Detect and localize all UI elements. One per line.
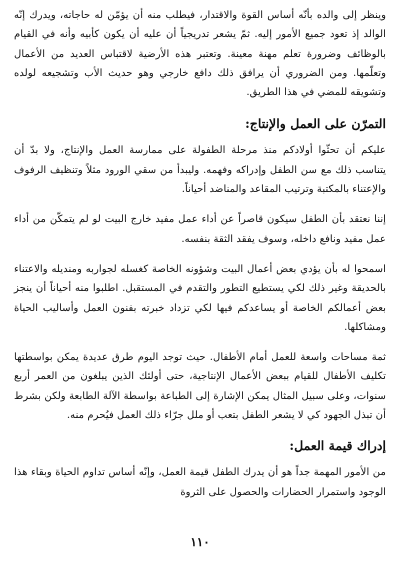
paragraph-work-opportunities: ثمة مساحات واسعة للعمل أمام الأطفال. حيث توجد اليوم طرق عديدة يمكن بواسطتها تكليف الأطفال للقيام ببعض الأعمال الإنتاجية، حتى أولئك الذين يبلغون من العمر أربع سنوات، وعلى سبيل المثال يمكن الإشارة إلى الطباعة بواسطة الآلة الطابعة ولكن بشرط أن تبذل الجهود كي لا يشعر الطفل بتعب أو ملل جرّاء ذلك العمل فيُحرم منه. xyxy=(14,352,386,422)
page-number: ١١٠ xyxy=(190,535,210,549)
paragraph-useful-work-inside: إننا نعتقد بأن الطفل سيكون قاصراً عن أداء عمل مفيد خارج البيت لو لم يتمكّن من أداء عمل مفيد ونافع داخله، وسوف يفقد الثقة بنفسه. xyxy=(14,214,386,245)
heading-value-of-work: إدراك قيمة العمل: xyxy=(289,438,386,454)
paragraph-home-tasks: اسمحوا له بأن يؤدي بعض أعمال البيت وشؤونه الخاصة كغسله لجواربه ومنديله والاعتناء بالحديقة وغير ذلك لكي يستطيع التطور والتقدم في المستقبل. اطلبوا منه أحياناً أن ينجز بعض أعمالكم الخاصة أو يساعدكم فيها لكي تزداد خبرته بفنون العمل وأساليب الحياة ومشاكلها. xyxy=(14,263,386,333)
paragraph-value-of-work: من الأمور المهمة جداً هو أن يدرك الطفل قيمة العمل، وإنّه أساس تداوم الحياة وبقاء هذا الوجود واستمرار الحضارات والحصول على الثروة xyxy=(14,467,386,498)
paragraph-encourage-work: عليكم أن تحثّوا أولادكم منذ مرحلة الطفولة على ممارسة العمل والإنتاج، ولا بدّ أن يتناسب ذلك مع سن الطفل وإدراكه وفهمه. وليبدأ من سقي الورود مثلاً وتنظيف الرفوف والإعتناء بالمكتبة وترتيب المقاعد والمناضد أحياناً. xyxy=(14,145,386,196)
heading-work-practice: التمرّن على العمل والإنتاج: xyxy=(245,116,386,132)
paragraph-father-role: وينظر إلى والده بأنّه أساس القوة والاقتدار، فيطلب منه أن يؤمّن له حاجاته، ويدرك إنّه الوالد إذ تعود جميع الأمور إليه. ثمّ يشعر تدريجياً أن عليه أن يكون كأبيه وأنه في القيام بالوظائف وضرورة تعلم مهنة معينة. وتعتبر هذه الأرضية لاقتباس العديد من الأعمال وتعلّمها. ومن الضروري أن يرافق ذلك دافع خارجي وهو حديث الأب وتشجيعه لولده وتشويقه للمضي في هذا الطريق. xyxy=(14,10,386,99)
